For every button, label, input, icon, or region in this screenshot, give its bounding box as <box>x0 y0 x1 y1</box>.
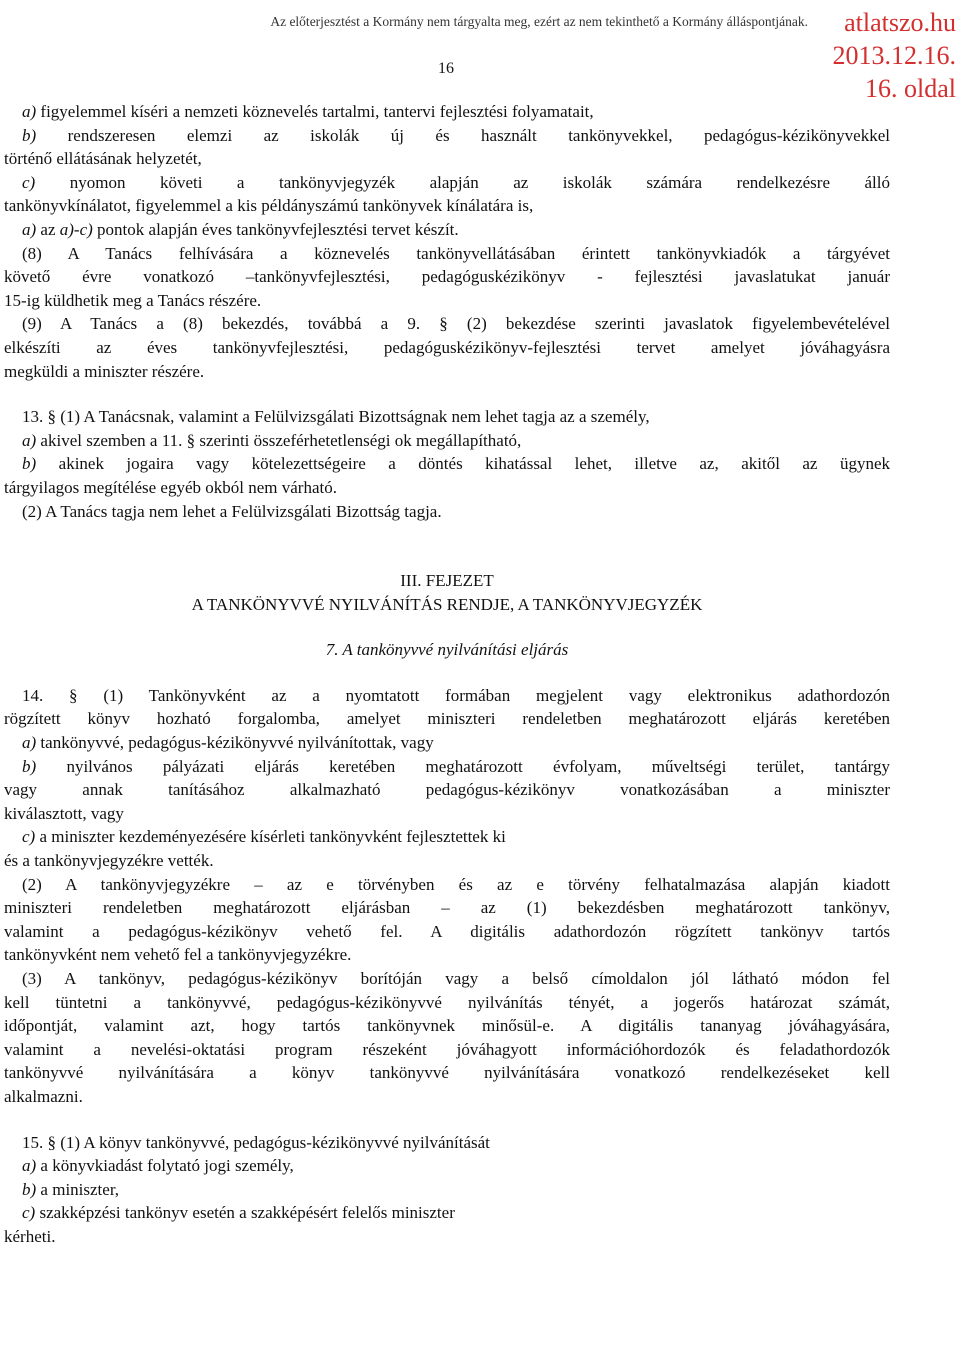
text-line: valamint a nevelési-oktatási program részeként jóváhagyott információhordozók és feladathordozók <box>4 1039 890 1059</box>
text-line: tankönyvként nem vehető fel a tankönyvjegyzékre. <box>4 945 352 965</box>
text-line: követő évre vonatkozó –tankönyvfejlesztési, pedagóguskézikönyv - fejlesztési javaslatukat január <box>4 267 890 287</box>
text-line: vagy annak tanításához alkalmazható pedagógus-kézikönyv vonatkozásában a miniszter <box>4 780 890 800</box>
watermark-date: 2013.12.16. <box>832 41 956 70</box>
page-number: 16 <box>438 60 454 77</box>
document-body <box>4 100 890 1249</box>
text-line: (8) A Tanács felhívására a köznevelés tankönyvellátásában érintett tankönyvkiadók a tárgyévet <box>22 243 890 263</box>
text-line: a) tankönyvvé, pedagógus-kézikönyvvé nyilvánítottak, vagy <box>22 733 434 753</box>
text-line: tankönyvkínálatot, figyelemmel a kis példányszámú tankönyvek kínálatára is, <box>4 196 534 216</box>
text-line: 15. § (1) A könyv tankönyvvé, pedagógus-kézikönyvvé nyilvánítását <box>22 1132 490 1152</box>
text-line: és a tankönyvjegyzékre vették. <box>4 851 214 871</box>
text-line: történő ellátásának helyzetét, <box>4 149 202 169</box>
text-line: időpontját, valamint azt, hogy tartós tankönyvnek minősül-e. A digitális tananyag jóváhagyására, <box>4 1016 890 1036</box>
text-line: (3) A tankönyv, pedagógus-kézikönyv borítóján vagy a belső címoldalon jól látható módon fel <box>22 969 890 988</box>
text-line: c) szakképzési tankönyv esetén a szakképésért felelős miniszter <box>22 1203 455 1223</box>
disclaimer-header: Az előterjesztést a Kormány nem tárgyalta meg, ezért az nem tekinthető a Kormány álláspontjának. <box>270 14 808 29</box>
watermark-stamp <box>833 6 957 105</box>
text-line: megküldi a miniszter részére. <box>4 361 205 381</box>
text-line: rögzített könyv hozható forgalomba, amelyet miniszteri rendeletben meghatározott eljárás keretében <box>4 709 890 729</box>
text-line: (9) A Tanács a (8) bekezdés, továbbá a 9. § (2) bekezdése szerinti javaslatok figyelembevételével <box>22 314 890 334</box>
text-line: 15-ig küldhetik meg a Tanács részére. <box>4 290 262 310</box>
section-title: 7. A tankönyvvé nyilvánítási eljárás <box>325 640 569 660</box>
text-line: valamint a pedagógus-kézikönyv vehető fel. A digitális adathordozón rögzített tankönyv tartós <box>4 921 890 941</box>
text-line: 13. § (1) A Tanácsnak, valamint a Felülvizsgálati Bizottságnak nem lehet tagja az a személy, <box>22 407 650 427</box>
text-line: elkészíti az éves tankönyvfejlesztési, pedagóguskézikönyv-fejlesztési tervet amelyet jóváhagyásra <box>4 337 890 357</box>
text-line: b) nyilvános pályázati eljárás keretében meghatározott évfolyam, műveltségi terület, tantárgy <box>22 756 890 776</box>
text-line: kell tüntetni a tankönyvvé, pedagógus-kézikönyvvé nyilvánítás tényét, a jogerős határozat számát, <box>4 992 890 1012</box>
text-line: miniszteri rendeletben meghatározott eljárásban – az (1) bekezdésben meghatározott tankönyv, <box>4 898 890 918</box>
text-line: kiválasztott, vagy <box>4 803 124 823</box>
text-line: b) rendszeresen elemzi az iskolák új és használt tankönyvekkel, pedagógus-kézikönyvekkel <box>22 125 890 145</box>
text-line: a) az a)-c) pontok alapján éves tankönyvfejlesztési tervet készít. <box>22 219 459 239</box>
text-line: b) a miniszter, <box>22 1179 120 1199</box>
text-line: tankönyvvé nyilvánítására a könyv tankönyvvé nyilvánítására vonatkozó rendelkezéseket kell <box>4 1063 890 1083</box>
text-line: (2) A Tanács tagja nem lehet a Felülvizsgálati Bizottság tagja. <box>22 501 442 521</box>
text-line: a) a könyvkiadást folytató jogi személy, <box>22 1156 294 1176</box>
text-line: a) akivel szemben a 11. § szerinti összeférhetetlenségi ok megállapítható, <box>22 430 522 450</box>
text-line: kérheti. <box>4 1226 56 1246</box>
chapter-title: A TANKÖNYVVÉ NYILVÁNÍTÁS RENDJE, A TANKÖNYVJEGYZÉK <box>191 594 703 614</box>
text-line: c) a miniszter kezdeményezésére kísérleti tankönyvként fejlesztettek ki <box>22 827 506 847</box>
text-line: tárgyilagos megítélése egyéb okból nem várható. <box>4 477 337 497</box>
text-line: b) akinek jogaira vagy kötelezettségeire a döntés kihatással lehet, illetve az, akitől az ügynek <box>22 454 890 474</box>
text-line: alkalmazni. <box>4 1086 83 1106</box>
chapter-heading: III. FEJEZET <box>400 571 494 591</box>
text-line: (2) A tankönyvjegyzékre – az e törvényben és az e törvény felhatalmazása alapján kiadott <box>22 874 890 894</box>
watermark-page: 16. oldal <box>865 74 956 103</box>
text-line: 14. § (1) Tankönyvként az a nyomtatott formában megjelent vagy elektronikus adathordozón <box>22 685 890 705</box>
text-line: a) figyelemmel kíséri a nemzeti köznevelés tartalmi, tantervi fejlesztési folyamatait, <box>22 102 594 121</box>
text-line: c) nyomon követi a tankönyvjegyzék alapján az iskolák számára rendelkezésre álló <box>22 172 890 192</box>
watermark-site: atlatszo.hu <box>844 8 956 37</box>
